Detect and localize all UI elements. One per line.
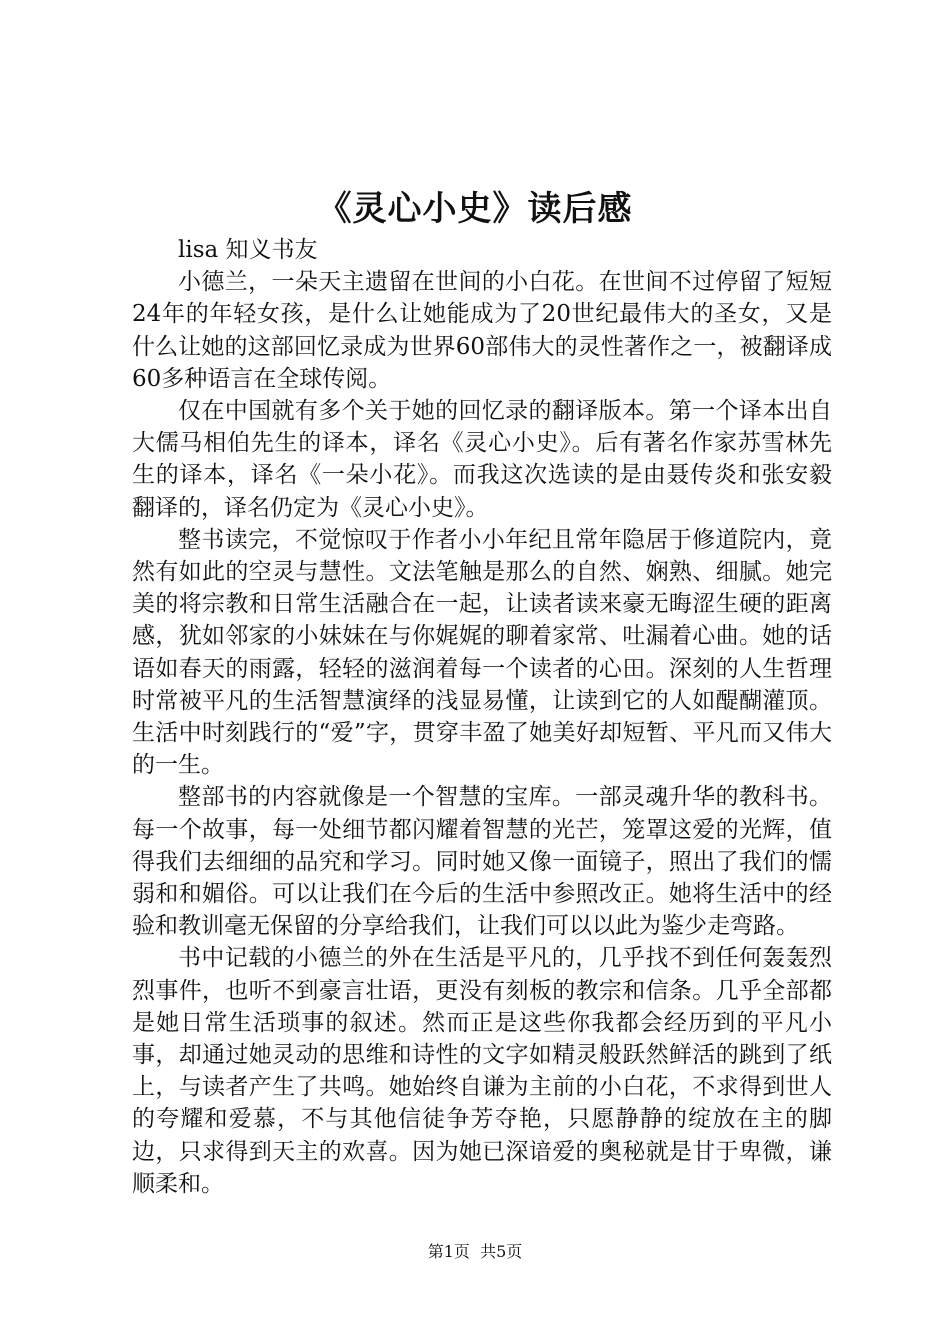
paragraph-2: 仅在中国就有多个关于她的回忆录的翻译版本。第一个译本出自大儒马相伯先生的译本，译名《灵心小史》。后有著名作家苏雪林先生的译本，译名《一朵小花》。而我这次选读的是由聂传炎和张安毅翻译的，译名仍定为《灵心小史》。 — [132, 398, 832, 521]
paragraph-4: 整部书的内容就像是一个智慧的宝库。一部灵魂升华的教科书。每一个故事，每一处细节都闪耀着智慧的光芒，笼罩这爱的光辉，值得我们去细细的品究和学习。同时她又像一面镜子，照出了我们的懦弱和和媚俗。可以让我们在今后的生活中参照改正。她将生活中的经验和教训毫无保留的分享给我们，让我们可以以此为鉴少走弯路。 — [132, 784, 832, 940]
paragraph-5: 书中记载的小德兰的外在生活是平凡的，几乎找不到任何轰轰烈烈事件，也听不到豪言壮语，更没有刻板的教宗和信条。几乎全部都是她日常生活琐事的叙述。然而正是这些你我都会经历到的平凡小事，却通过她灵动的思维和诗性的文字如精灵般跃然鲜活的跳到了纸上，与读者产生了共鸣。她始终自谦为主前的小白花，不求得到世人的夸耀和爱慕，不与其他信徒争芳夺艳，只愿静静的绽放在主的脚边，只求得到天主的欢喜。因为她已深谙爱的奥秘就是甘于卑微，谦顺柔和。 — [132, 945, 832, 1197]
document-body — [132, 234, 832, 1200]
page-total: 共5页 — [480, 1242, 523, 1261]
paragraph-3: 整书读完，不觉惊叹于作者小小年纪且常年隐居于修道院内，竟然有如此的空灵与慧性。文法笔触是那么的自然、娴熟、细腻。她完美的将宗教和日常生活融合在一起，让读者读来豪无晦涩生硬的距离感，犹如邻家的小妹妹在与你娓娓的聊着家常、吐漏着心曲。她的话语如春天的雨露，轻轻的滋润着每一个读者的心田。深刻的人生哲理时常被平凡的生活智慧演绎的浅显易懂，让读到它的人如醍醐灌顶。生活中时刻践行的“爱”字，贯穿丰盈了她美好却短暂、平凡而又伟大的一生。 — [132, 526, 832, 779]
document-title: 《灵心小史》读后感 — [317, 189, 633, 229]
author-line: lisa 知义书友 — [178, 237, 318, 263]
page-footer — [0, 1240, 950, 1264]
page-number: 第1页 — [427, 1242, 470, 1261]
paragraph-1: 小德兰，一朵天主遗留在世间的小白花。在世间不过停留了短短24年的年轻女孩，是什么让她能成为了20世纪最伟大的圣女，又是什么让她的这部回忆录成为世界60部伟大的灵性著作之一，被翻译成60多种语言在全球传阅。 — [132, 269, 832, 392]
